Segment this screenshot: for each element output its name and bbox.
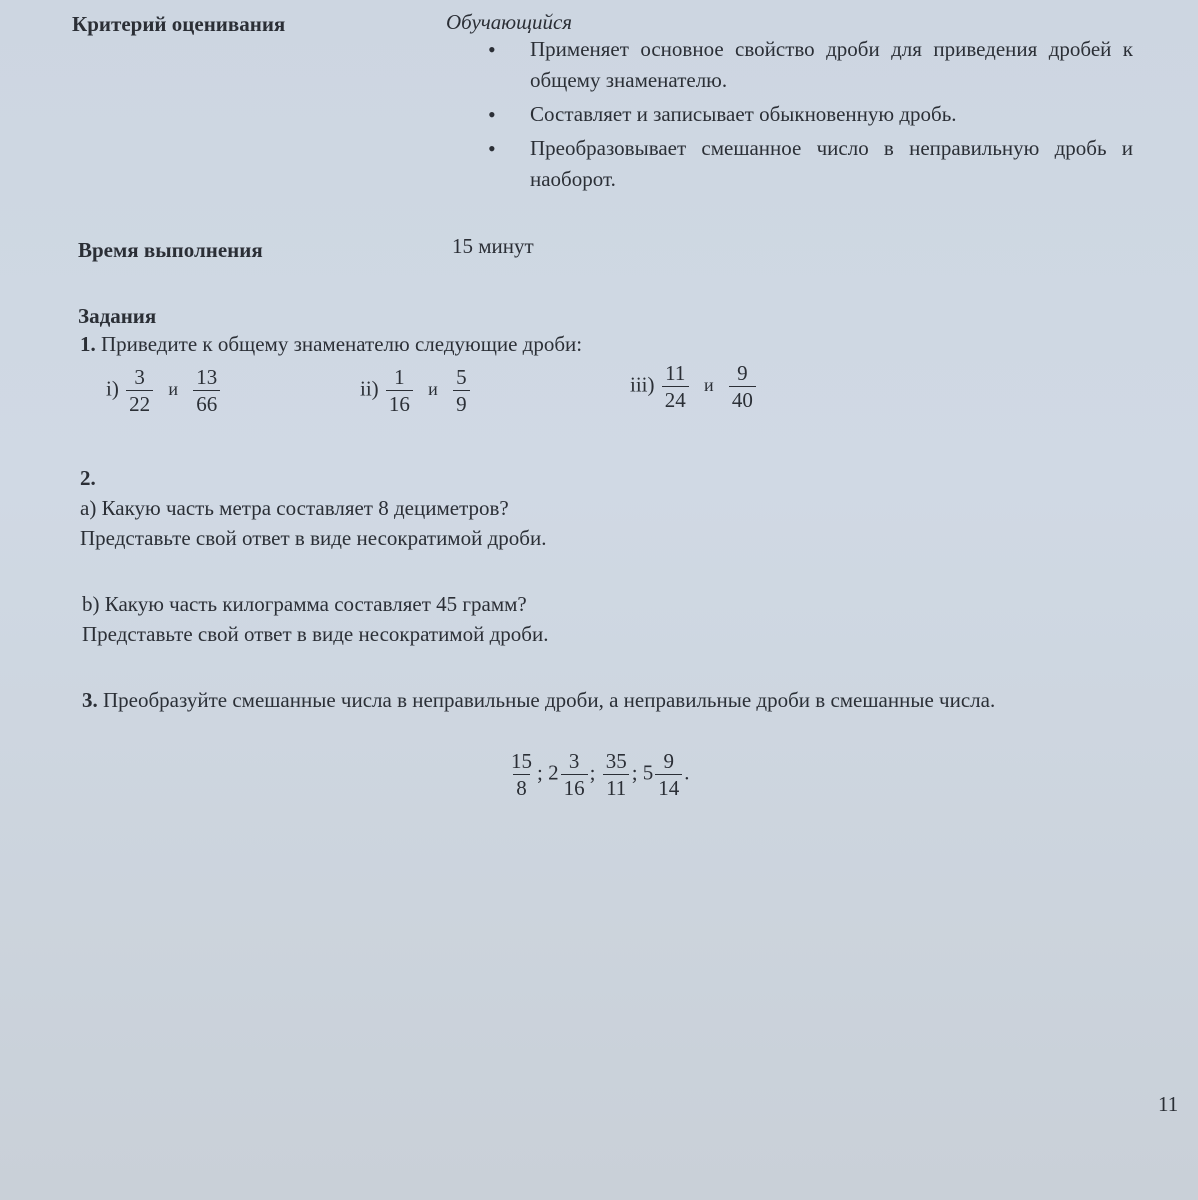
task2-b-question: b) Какую часть килограмма составляет 45 грамм? bbox=[82, 592, 527, 616]
numerator: 5 bbox=[456, 365, 467, 389]
whole-part: 5 bbox=[642, 760, 654, 785]
numerator: 15 bbox=[511, 749, 532, 773]
criteria-item: • Преобразовывает смешанное число в неправильную дробь и наоборот. bbox=[488, 133, 1133, 195]
conjunction: и bbox=[168, 379, 178, 400]
denominator: 22 bbox=[126, 390, 153, 417]
fraction bbox=[508, 748, 535, 801]
denominator: 40 bbox=[729, 386, 756, 413]
numerator: 9 bbox=[737, 361, 748, 385]
denominator: 16 bbox=[386, 390, 413, 417]
numerator: 3 bbox=[568, 749, 580, 773]
task3-statement bbox=[82, 684, 1150, 716]
conjunction: и bbox=[428, 379, 438, 400]
fraction bbox=[193, 364, 220, 417]
separator: ; bbox=[631, 760, 638, 785]
tasks-heading: Задания bbox=[78, 304, 157, 328]
conjunction: и bbox=[704, 375, 714, 396]
task1-number: 1. bbox=[80, 332, 96, 356]
denominator: 24 bbox=[662, 386, 689, 413]
task2-a-instruction: Представьте свой ответ в виде несократимой дроби. bbox=[80, 526, 547, 550]
task1-text: Приведите к общему знаменателю следующие дроби: bbox=[101, 332, 583, 356]
denominator: 9 bbox=[453, 390, 470, 417]
denominator: 11 bbox=[603, 774, 629, 801]
pair-label: iii) bbox=[630, 372, 655, 397]
fraction bbox=[603, 748, 630, 801]
task1-pair-1 bbox=[106, 364, 222, 417]
denominator: 66 bbox=[193, 390, 220, 417]
numerator: 35 bbox=[605, 749, 627, 773]
fraction bbox=[386, 364, 413, 417]
numerator: 13 bbox=[196, 365, 218, 389]
pair-label: ii) bbox=[360, 376, 379, 401]
numerator: 11 bbox=[665, 361, 686, 385]
fraction bbox=[453, 364, 470, 417]
task3-expression bbox=[506, 748, 690, 801]
task3-number: 3. bbox=[82, 688, 98, 712]
task2-number: 2. bbox=[80, 466, 96, 490]
numerator: 3 bbox=[134, 365, 145, 389]
criteria-list bbox=[488, 34, 1133, 198]
time-label: Время выполнения bbox=[78, 238, 263, 262]
task2-b-instruction: Представьте свой ответ в виде несократимой дроби. bbox=[82, 622, 549, 646]
fraction bbox=[126, 364, 153, 417]
denominator: 8 bbox=[513, 774, 530, 801]
task1-pair-3 bbox=[630, 360, 758, 413]
pair-label: i) bbox=[106, 376, 119, 401]
whole-part: 2 bbox=[548, 760, 559, 785]
criteria-item: • Применяет основное свойство дроби для приведения дробей к общему знаменателю. bbox=[488, 34, 1133, 96]
denominator: 14 bbox=[655, 774, 682, 801]
separator: ; bbox=[589, 760, 596, 785]
criteria-subject: Обучающийся bbox=[446, 10, 573, 34]
task2-a-question: а) Какую часть метра составляет 8 дециметров? bbox=[80, 496, 509, 520]
separator: . bbox=[684, 760, 690, 785]
denominator: 16 bbox=[561, 774, 588, 801]
fraction bbox=[561, 748, 588, 801]
numerator: 1 bbox=[394, 365, 405, 389]
task3-text: Преобразуйте смешанные числа в неправильные дроби, а неправильные дроби в смешанные числа. bbox=[103, 688, 996, 712]
fraction bbox=[729, 360, 756, 413]
time-value: 15 минут bbox=[452, 234, 534, 258]
separator: ; bbox=[537, 760, 543, 785]
task1-pair-2 bbox=[360, 364, 472, 417]
criteria-label: Критерий оценивания bbox=[72, 12, 286, 36]
fraction bbox=[662, 360, 689, 413]
fraction bbox=[655, 748, 682, 801]
numerator: 9 bbox=[663, 749, 675, 773]
page-number: 11 bbox=[1158, 1092, 1179, 1116]
criteria-item: • Составляет и записывает обыкновенную дробь. bbox=[488, 99, 1133, 130]
task1-statement bbox=[80, 332, 582, 357]
